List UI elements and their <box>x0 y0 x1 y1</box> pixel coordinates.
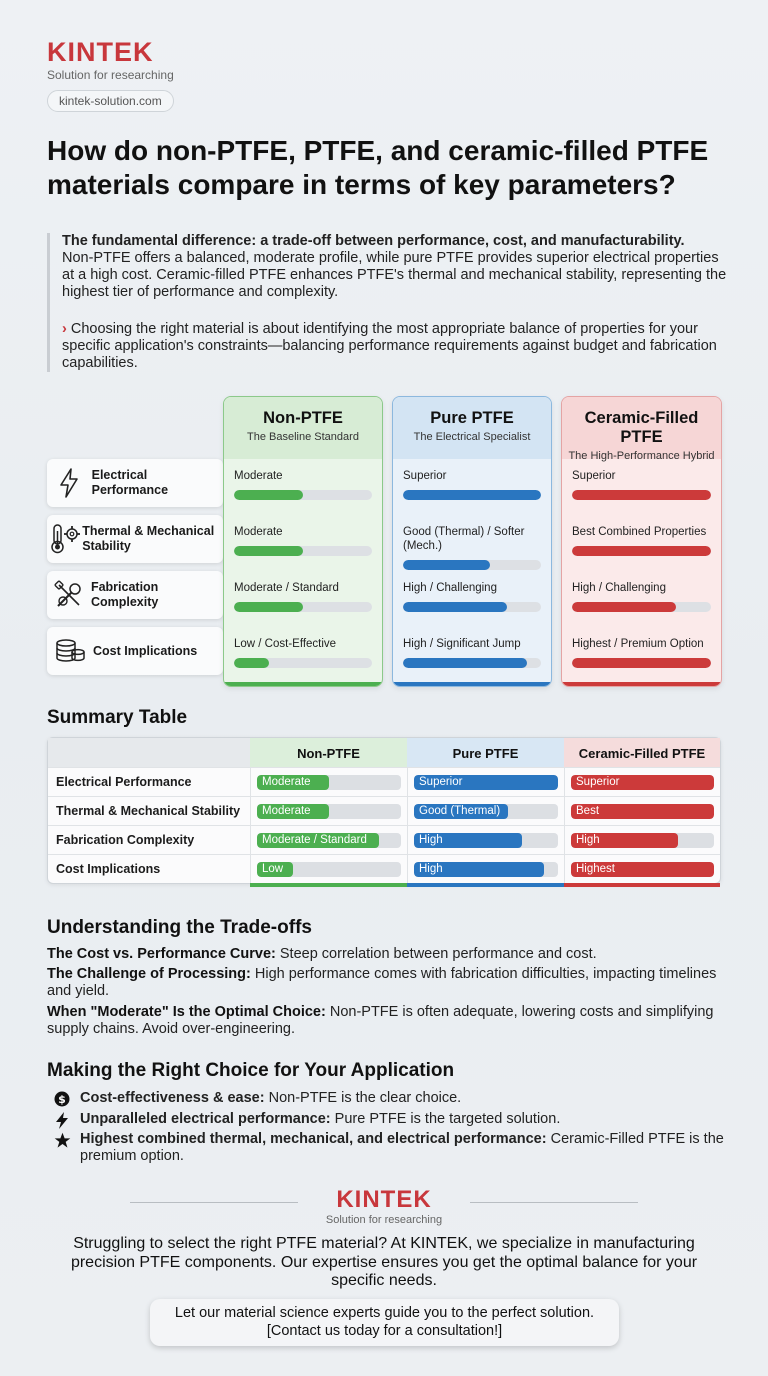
tradeoff-text: Steep correlation between performance and cost. <box>279 946 597 962</box>
tradeoff-lead: The Challenge of Processing: <box>47 966 251 982</box>
rating-label: Best Combined Properties <box>572 526 707 538</box>
summary-bar-fill: Moderate <box>257 775 329 790</box>
rating-cell <box>224 515 382 563</box>
chevron-right-icon: › <box>62 321 67 337</box>
rating-bar-fill <box>572 490 711 500</box>
rating-label: Moderate / Standard <box>234 582 339 594</box>
intro-body: Non-PTFE offers a balanced, moderate profile, while pure PTFE provides superior electrical properties at a high cost. Ceramic-filled PTFE enhances PTFE's thermal and mechanical stability, representing the highest tier of performance and complexity. <box>62 250 727 300</box>
rating-bar <box>403 658 541 668</box>
summary-cell <box>250 796 407 825</box>
summary-cell <box>407 767 564 796</box>
summary-col-accent <box>564 883 720 887</box>
summary-bar-fill: Good (Thermal) <box>414 804 508 819</box>
card-title: Non-PTFE <box>263 409 343 427</box>
summary-col-header: Non-PTFE <box>250 738 407 768</box>
param-row-cost <box>47 627 223 675</box>
choice-item <box>54 1131 724 1165</box>
card-subtitle: The Baseline Standard <box>247 431 359 443</box>
summary-col-accent <box>407 883 564 887</box>
choice-lead: Unparalleled electrical performance: <box>80 1111 331 1127</box>
summary-bar-fill: High <box>571 833 678 848</box>
footer-logo: KINTEK <box>336 1186 432 1213</box>
summary-cell <box>250 825 407 854</box>
footer-brand <box>0 1186 768 1226</box>
intro-block <box>47 233 727 372</box>
footer-tagline: Solution for researching <box>325 1214 443 1226</box>
intro-tip <box>62 321 727 372</box>
coins-icon <box>47 636 93 666</box>
rating-cell <box>393 627 551 675</box>
card-accent-line <box>562 682 721 686</box>
summary-bar-fill: Superior <box>571 775 714 790</box>
param-label: Thermal & Mechanical Stability <box>82 524 215 553</box>
cta-line-2: [Contact us today for a consultation!] <box>266 1323 503 1339</box>
summary-cell <box>250 854 407 883</box>
summary-cell <box>564 796 720 825</box>
summary-bar-fill: Best <box>571 804 714 819</box>
rating-cell <box>224 459 382 507</box>
choice-item <box>54 1090 724 1112</box>
rating-bar-fill <box>234 602 303 612</box>
rating-bar <box>403 560 541 570</box>
rating-label: Superior <box>572 470 616 482</box>
rating-cell <box>224 571 382 619</box>
summary-bar-fill: Moderate / Standard <box>257 833 379 848</box>
summary-cell <box>407 796 564 825</box>
summary-cell <box>564 767 720 796</box>
card-subtitle: The High-Performance Hybrid <box>568 450 715 462</box>
rating-cell <box>562 627 721 675</box>
param-label: Electrical Performance <box>91 468 169 497</box>
param-row-thermal <box>47 515 223 563</box>
rating-bar <box>572 490 711 500</box>
summary-bar <box>571 804 714 819</box>
param-row-electrical <box>47 459 223 507</box>
tradeoff-lead: The Cost vs. Performance Curve: <box>47 946 276 962</box>
summary-row-label: Fabrication Complexity <box>48 825 250 854</box>
rating-bar <box>234 490 372 500</box>
rating-cell <box>393 459 551 507</box>
rating-label: Moderate <box>234 470 283 482</box>
rating-bar <box>403 490 541 500</box>
rating-bar <box>572 658 711 668</box>
summary-bar <box>414 833 558 848</box>
tradeoff-lead: When "Moderate" Is the Optimal Choice: <box>47 1004 326 1020</box>
card-title: Pure PTFE <box>430 409 514 427</box>
summary-bar <box>571 833 714 848</box>
rating-cell <box>393 515 551 563</box>
tradeoff-item <box>47 966 727 1000</box>
summary-bar <box>257 775 401 790</box>
summary-bar <box>414 775 558 790</box>
intro-tip-text: Choosing the right material is about identifying the most appropriate balance of properties for your specific application's constraints—balancing performance requirements against budget and fabrication capabilities. <box>62 321 717 371</box>
summary-bar-fill: Superior <box>414 775 558 790</box>
footer-text: Struggling to select the right PTFE material? At KINTEK, we specialize in manufacturing precision PTFE components. Our expertise ensures you get the optimal balance for your specific needs. <box>70 1235 698 1289</box>
rating-bar-fill <box>234 490 303 500</box>
card-header <box>393 397 551 459</box>
summary-cell <box>250 767 407 796</box>
card-subtitle: The Electrical Specialist <box>413 431 531 443</box>
param-row-fabrication <box>47 571 223 619</box>
summary-bar <box>257 804 401 819</box>
material-card-pure-ptfe <box>392 396 552 687</box>
rating-label: Highest / Premium Option <box>572 638 704 650</box>
brand-tagline: Solution for researching <box>47 68 174 82</box>
summary-col-header: Ceramic-Filled PTFE <box>564 738 720 768</box>
contact-cta-button[interactable] <box>150 1299 619 1346</box>
summary-corner <box>48 738 250 768</box>
summary-title: Summary Table <box>47 707 188 728</box>
summary-bar-fill: Low <box>257 862 293 877</box>
rating-bar-fill <box>403 560 490 570</box>
rating-bar <box>234 546 372 556</box>
choice-lead: Highest combined thermal, mechanical, and electrical performance: <box>80 1131 547 1147</box>
cta-line-1: Let our material science experts guide you to the perfect solution. <box>174 1305 595 1321</box>
rating-bar-fill <box>572 658 711 668</box>
summary-bar <box>257 862 401 877</box>
summary-col-accent <box>250 883 407 887</box>
rating-bar <box>403 602 541 612</box>
brand-logo: KINTEK <box>47 37 154 67</box>
card-header <box>224 397 382 459</box>
rating-label: Superior <box>403 470 447 482</box>
rating-label: High / Significant Jump <box>403 638 521 650</box>
rating-cell <box>224 627 382 675</box>
rating-bar-fill <box>403 602 507 612</box>
rating-label: High / Challenging <box>572 582 666 594</box>
card-header <box>562 397 721 462</box>
summary-bar <box>414 804 558 819</box>
summary-cell <box>407 825 564 854</box>
rating-bar <box>572 602 711 612</box>
summary-row-label: Electrical Performance <box>48 767 250 796</box>
tools-icon <box>47 579 91 611</box>
summary-bar-fill: Highest <box>571 862 714 877</box>
choice-text: Pure PTFE is the targeted solution. <box>334 1111 561 1127</box>
summary-bar-fill: High <box>414 833 522 848</box>
tradeoff-text: Non-PTFE is often adequate, lowering costs and simplifying supply chains. Avoid over-engineering. <box>47 1004 714 1037</box>
param-label: Cost Implications <box>93 643 198 658</box>
rating-bar-fill <box>403 658 527 668</box>
summary-cell <box>407 854 564 883</box>
summary-cell <box>564 825 720 854</box>
rating-cell <box>393 571 551 619</box>
choice-lead: Cost-effectiveness & ease: <box>80 1090 265 1106</box>
summary-bar <box>571 862 714 877</box>
rating-cell <box>562 515 721 563</box>
thermometer-gear-icon <box>47 522 82 556</box>
rating-bar-fill <box>403 490 541 500</box>
summary-bar-fill: High <box>414 862 544 877</box>
rating-bar-fill <box>572 546 711 556</box>
svg-text:$: $ <box>58 1093 66 1106</box>
rating-label: Good (Thermal) / Softer (Mech.) <box>403 526 525 552</box>
website-link[interactable]: kintek-solution.com <box>47 90 174 112</box>
rating-cell <box>562 459 721 507</box>
rating-label: Low / Cost-Effective <box>234 638 337 650</box>
rating-bar <box>572 546 711 556</box>
summary-bar <box>571 775 714 790</box>
rating-bar <box>234 658 372 668</box>
rating-label: Moderate <box>234 526 283 538</box>
rating-bar-fill <box>234 546 303 556</box>
card-title: Ceramic-Filled PTFE <box>584 409 699 446</box>
tradeoff-text: High performance comes with fabrication difficulties, impacting timelines and yield. <box>47 966 717 999</box>
summary-table <box>47 737 721 884</box>
choice-text: Non-PTFE is the clear choice. <box>268 1090 462 1106</box>
rating-cell <box>562 571 721 619</box>
choice-text: Ceramic-Filled PTFE is the premium option. <box>80 1131 724 1164</box>
rating-label: High / Challenging <box>403 582 497 594</box>
intro-lead: The fundamental difference: a trade-off between performance, cost, and manufacturability. <box>62 233 685 249</box>
summary-bar-fill: Moderate <box>257 804 329 819</box>
header <box>47 38 174 112</box>
tradeoff-item <box>47 1004 727 1038</box>
summary-bar <box>257 833 401 848</box>
rating-bar-fill <box>234 658 269 668</box>
summary-row-label: Cost Implications <box>48 854 250 883</box>
rating-bar <box>234 602 372 612</box>
summary-cell <box>564 854 720 883</box>
card-accent-line <box>393 682 551 686</box>
tradeoffs-title: Understanding the Trade-offs <box>47 917 312 938</box>
material-card-non-ptfe <box>223 396 383 687</box>
choice-title: Making the Right Choice for Your Application <box>47 1060 455 1081</box>
dollar-icon <box>54 1090 80 1112</box>
summary-bar <box>414 862 558 877</box>
tradeoff-item <box>47 946 727 963</box>
star-icon <box>54 1131 80 1165</box>
summary-col-header: Pure PTFE <box>407 738 564 768</box>
page-title: How do non-PTFE, PTFE, and ceramic-filled PTFE materials compare in terms of key parameters? <box>47 135 709 200</box>
summary-row-label: Thermal & Mechanical Stability <box>48 796 250 825</box>
lightning-icon <box>47 468 92 498</box>
param-label: Fabrication Complexity <box>90 580 159 609</box>
rating-bar-fill <box>572 602 676 612</box>
material-card-ceramic-ptfe <box>561 396 722 687</box>
card-accent-line <box>224 682 382 686</box>
